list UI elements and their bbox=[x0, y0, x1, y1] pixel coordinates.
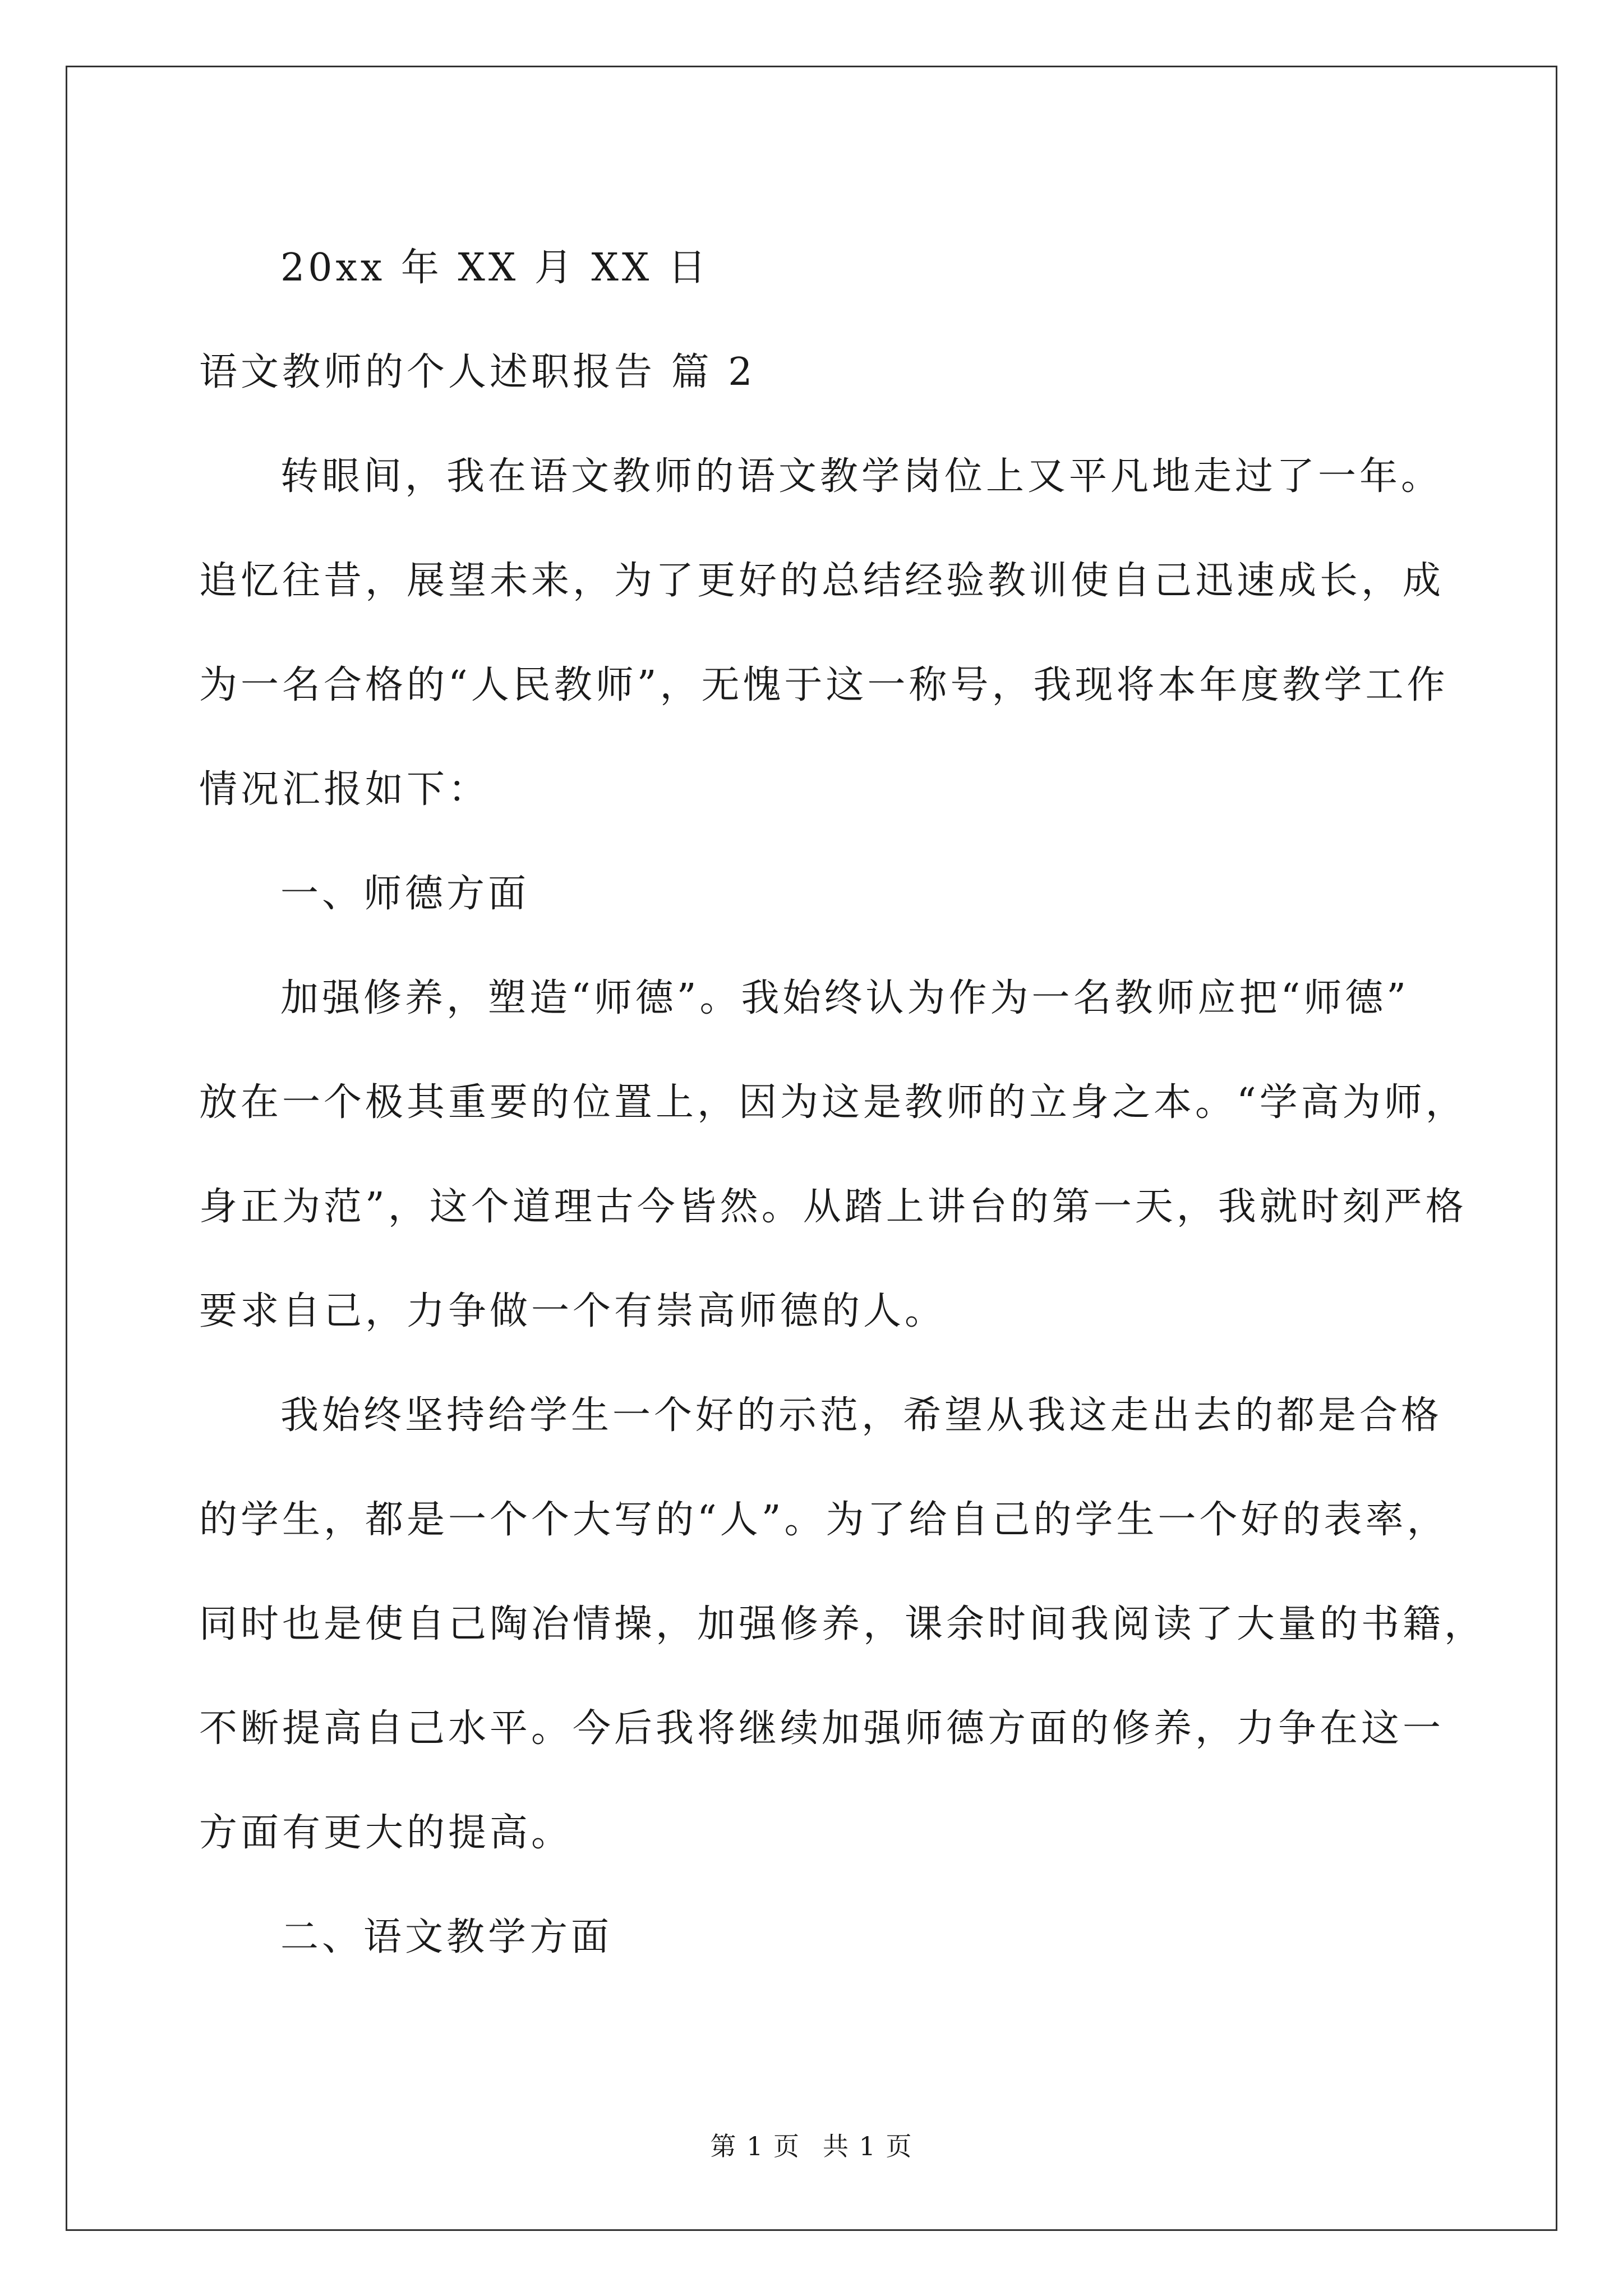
paragraph-line: 追忆往昔，展望未来，为了更好的总结经验教训使自己迅速成长，成 bbox=[199, 559, 1445, 603]
paragraph-line: 为一名合格的“人民教师”，无愧于这一称号，我现将本年度教学工作 bbox=[199, 663, 1449, 707]
page-footer bbox=[0, 2126, 1623, 2163]
date-line: 20xx 年 XX 月 XX 日 bbox=[280, 246, 709, 290]
paragraph-line: 同时也是使自己陶冶情操，加强修养，课余时间我阅读了大量的书籍， bbox=[199, 1602, 1486, 1646]
paragraph-line: 要求自己，力争做一个有崇高师德的人。 bbox=[199, 1289, 947, 1333]
paragraph-line: 的学生，都是一个个大写的“人”。为了给自己的学生一个好的表率， bbox=[199, 1498, 1449, 1542]
section-title: 语文教师的个人述职报告 篇 2 bbox=[199, 350, 756, 394]
paragraph-line: 不断提高自己水平。今后我将继续加强师德方面的修养，力争在这一 bbox=[199, 1706, 1445, 1751]
paragraph-line: 加强修养，塑造“师德”。我始终认为作为一名教师应把“师德” bbox=[280, 976, 1410, 1020]
subheading: 二、语文教学方面 bbox=[280, 1915, 613, 1959]
page-number: 第 1 页 bbox=[710, 2131, 800, 2161]
subheading: 一、师德方面 bbox=[280, 872, 530, 916]
paragraph-line: 转眼间，我在语文教师的语文教学岗位上又平凡地走过了一年。 bbox=[280, 454, 1443, 499]
page-total: 共 1 页 bbox=[823, 2131, 913, 2161]
paragraph-line: 方面有更大的提高。 bbox=[199, 1811, 573, 1855]
paragraph-line: 我始终坚持给学生一个好的示范，希望从我这走出去的都是合格 bbox=[280, 1393, 1443, 1438]
document-body bbox=[199, 216, 1486, 1990]
paragraph-line: 身正为范”，这个道理古今皆然。从踏上讲台的第一天，我就时刻严格 bbox=[199, 1185, 1467, 1229]
paragraph-line: 放在一个极其重要的位置上，因为这是教师的立身之本。“学高为师， bbox=[199, 1080, 1467, 1125]
paragraph-line: 情况汇报如下： bbox=[199, 767, 490, 812]
